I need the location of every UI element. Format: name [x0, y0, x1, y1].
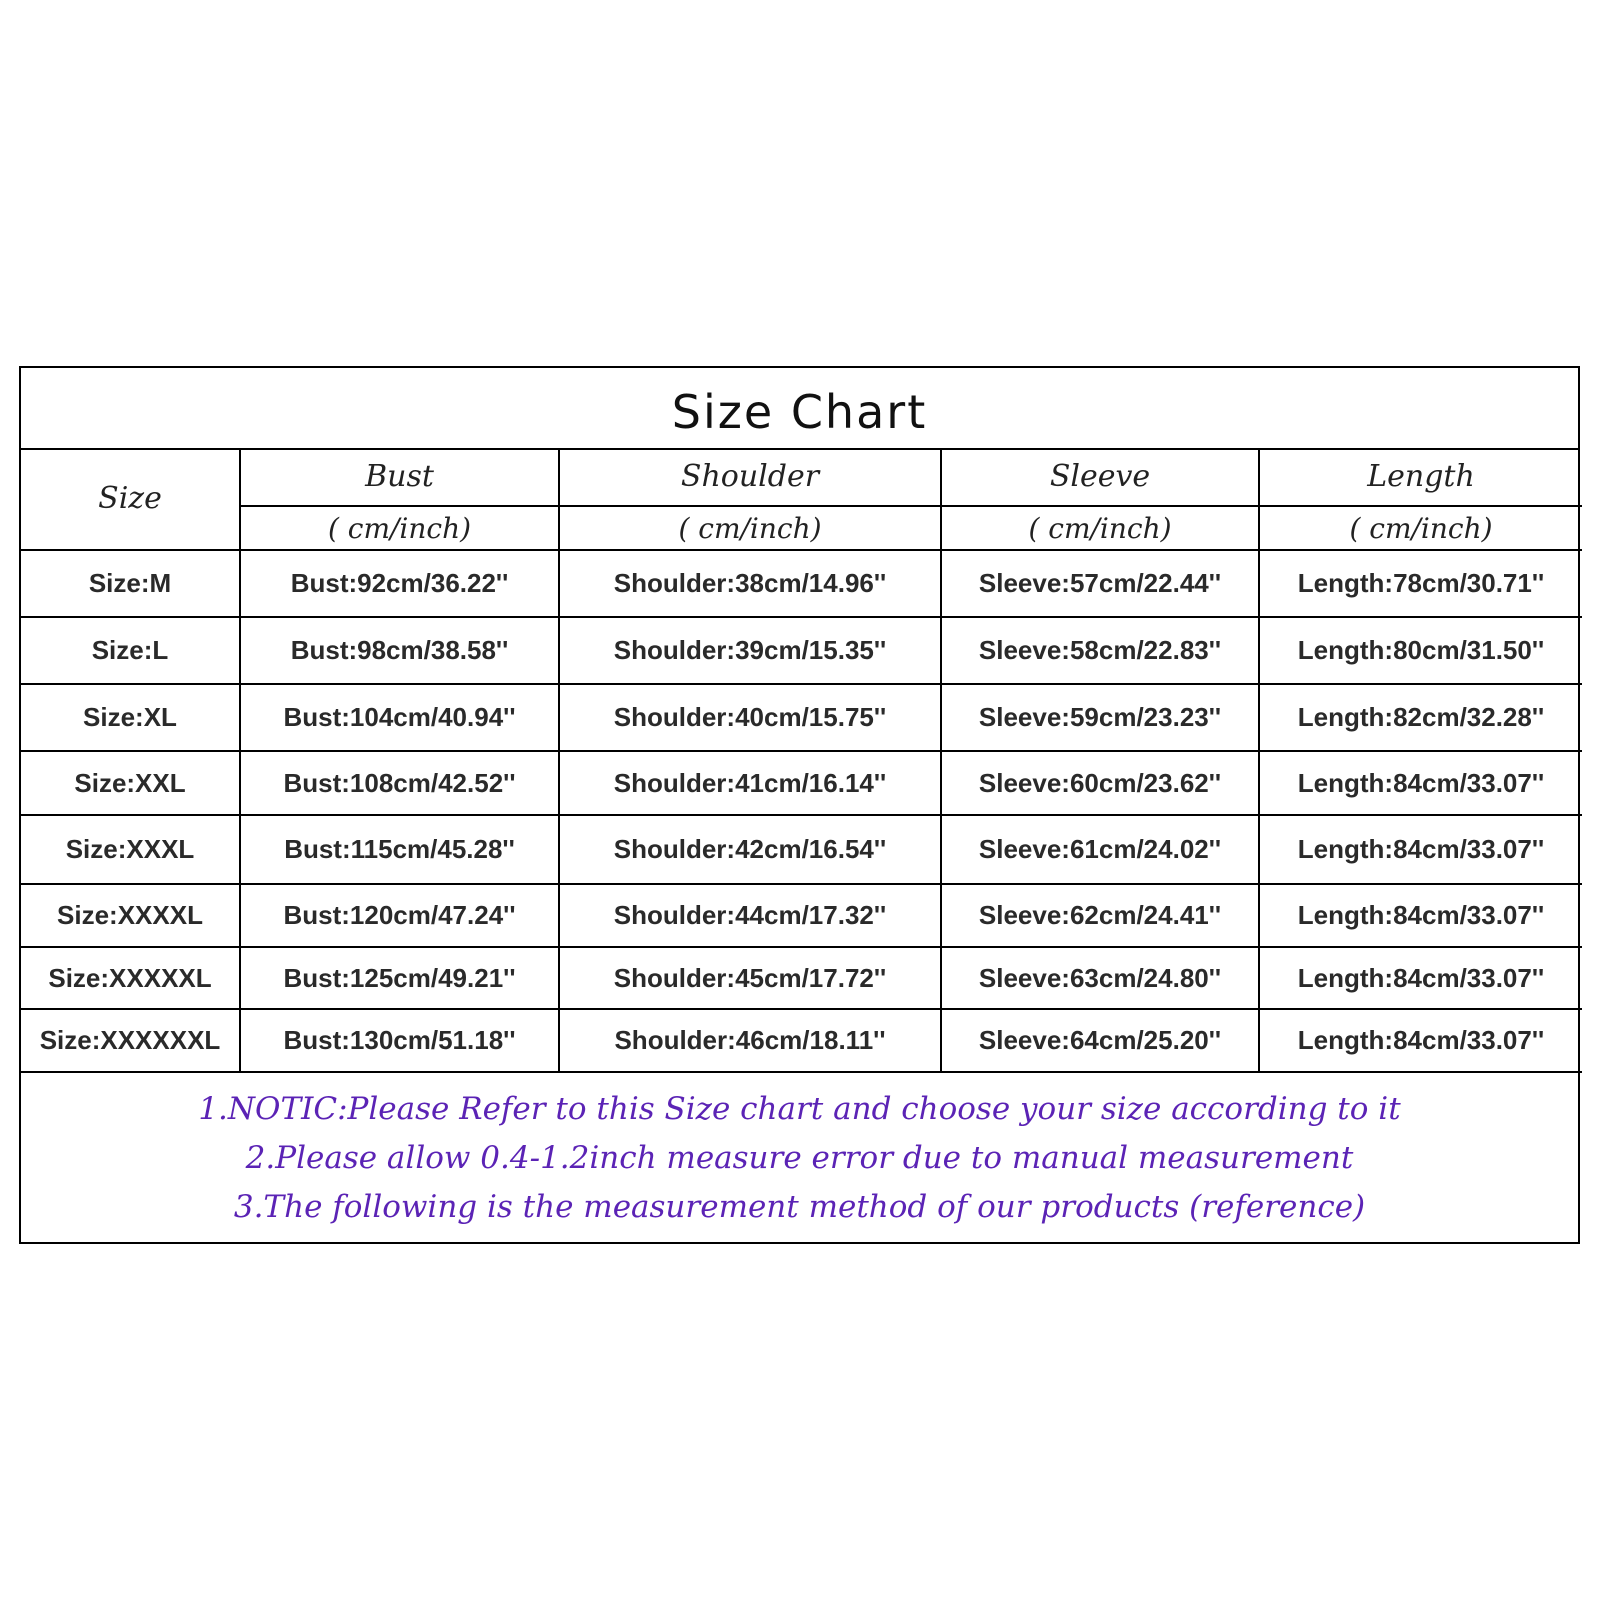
- chart-title: Size Chart: [671, 385, 928, 439]
- shoulder-cell: Shoulder:41cm/16.14'': [559, 751, 941, 815]
- bust-cell: Bust:130cm/51.18'': [240, 1009, 559, 1072]
- table-row: [21, 884, 1582, 947]
- sleeve-cell: Sleeve:58cm/22.83'': [941, 617, 1259, 684]
- bust-unit: ( cm/inch): [240, 506, 559, 550]
- sleeve-cell: Sleeve:60cm/23.62'': [941, 751, 1259, 815]
- length-cell: Length:84cm/33.07'': [1259, 1009, 1582, 1072]
- shoulder-cell: Shoulder:42cm/16.54'': [559, 815, 941, 884]
- shoulder-cell: Shoulder:40cm/15.75'': [559, 684, 941, 751]
- size-cell: Size:L: [21, 617, 240, 684]
- bust-cell: Bust:92cm/36.22'': [240, 550, 559, 617]
- sleeve-header: Sleeve: [941, 448, 1259, 506]
- length-cell: Length:82cm/32.28'': [1259, 684, 1582, 751]
- size-cell: Size:XXXXXL: [21, 947, 240, 1009]
- sleeve-unit: ( cm/inch): [941, 506, 1259, 550]
- sleeve-cell: Sleeve:63cm/24.80'': [941, 947, 1259, 1009]
- title-row: [21, 368, 1578, 450]
- note-1: 1.NOTIC:Please Refer to this Size chart and choose your size according to it: [198, 1090, 1401, 1127]
- sleeve-cell: Sleeve:57cm/22.44'': [941, 550, 1259, 617]
- table-row: [21, 1009, 1582, 1072]
- size-cell: Size:M: [21, 550, 240, 617]
- size-cell: Size:XXXL: [21, 815, 240, 884]
- sleeve-cell: Sleeve:64cm/25.20'': [941, 1009, 1259, 1072]
- length-cell: Length:84cm/33.07'': [1259, 947, 1582, 1009]
- size-table: [21, 448, 1582, 1073]
- notes: [21, 1074, 1578, 1242]
- table-row: [21, 617, 1582, 684]
- unit-row: [21, 506, 1582, 550]
- note-3: 3.The following is the measurement method of our products (reference): [233, 1188, 1366, 1225]
- size-cell: Size:XXXXL: [21, 884, 240, 947]
- size-cell: Size:XL: [21, 684, 240, 751]
- bust-cell: Bust:120cm/47.24'': [240, 884, 559, 947]
- bust-cell: Bust:125cm/49.21'': [240, 947, 559, 1009]
- note-2: 2.Please allow 0.4-1.2inch measure error due to manual measurement: [245, 1139, 1354, 1176]
- table-row: [21, 947, 1582, 1009]
- length-header: Length: [1259, 448, 1582, 506]
- sleeve-cell: Sleeve:61cm/24.02'': [941, 815, 1259, 884]
- shoulder-cell: Shoulder:45cm/17.72'': [559, 947, 941, 1009]
- shoulder-cell: Shoulder:44cm/17.32'': [559, 884, 941, 947]
- table-row: [21, 751, 1582, 815]
- length-cell: Length:84cm/33.07'': [1259, 815, 1582, 884]
- table-row: [21, 684, 1582, 751]
- table-row: [21, 550, 1582, 617]
- length-cell: Length:84cm/33.07'': [1259, 884, 1582, 947]
- size-header: Size: [21, 448, 240, 550]
- length-cell: Length:80cm/31.50'': [1259, 617, 1582, 684]
- size-cell: Size:XXL: [21, 751, 240, 815]
- table-row: [21, 815, 1582, 884]
- shoulder-cell: Shoulder:38cm/14.96'': [559, 550, 941, 617]
- shoulder-cell: Shoulder:39cm/15.35'': [559, 617, 941, 684]
- shoulder-unit: ( cm/inch): [559, 506, 941, 550]
- shoulder-cell: Shoulder:46cm/18.11'': [559, 1009, 941, 1072]
- shoulder-header: Shoulder: [559, 448, 941, 506]
- header-row: [21, 448, 1582, 506]
- bust-header: Bust: [240, 448, 559, 506]
- length-cell: Length:78cm/30.71'': [1259, 550, 1582, 617]
- length-cell: Length:84cm/33.07'': [1259, 751, 1582, 815]
- bust-cell: Bust:104cm/40.94'': [240, 684, 559, 751]
- size-chart: [19, 366, 1580, 1244]
- bust-cell: Bust:115cm/45.28'': [240, 815, 559, 884]
- size-cell: Size:XXXXXXL: [21, 1009, 240, 1072]
- sleeve-cell: Sleeve:62cm/24.41'': [941, 884, 1259, 947]
- bust-cell: Bust:108cm/42.52'': [240, 751, 559, 815]
- sleeve-cell: Sleeve:59cm/23.23'': [941, 684, 1259, 751]
- bust-cell: Bust:98cm/38.58'': [240, 617, 559, 684]
- length-unit: ( cm/inch): [1259, 506, 1582, 550]
